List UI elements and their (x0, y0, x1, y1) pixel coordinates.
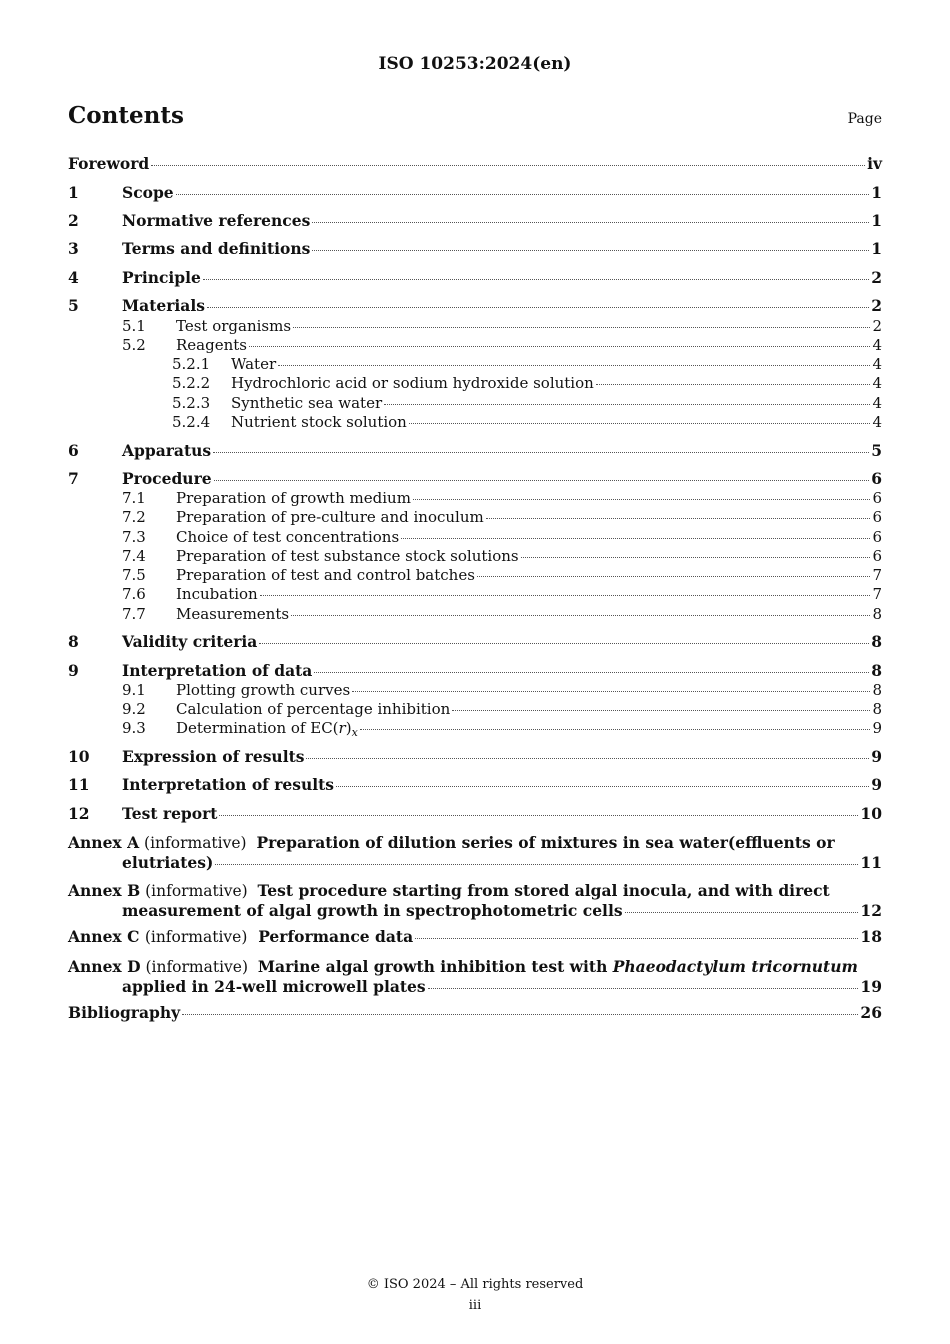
toc-entry-title: Synthetic sea water (231, 394, 383, 412)
title-text: Determination of EC( (176, 719, 339, 737)
toc-entry-page: 9 (871, 775, 882, 794)
toc-entry-page: 12 (860, 901, 882, 920)
toc-entry-page: 10 (860, 804, 882, 823)
toc-entry-title: Interpretation of results (122, 775, 335, 794)
toc-entry-page: 8 (872, 605, 882, 623)
toc-entry-page: 2 (872, 317, 882, 335)
toc-entry-title: Bibliography (68, 1003, 181, 1022)
toc-entry-number: 5.2.1 (172, 355, 211, 373)
toc-entry-annex-c[interactable] (68, 927, 882, 947)
dot-leader (293, 327, 870, 328)
dot-leader (219, 815, 858, 816)
toc-entry-bibliography[interactable] (68, 1003, 882, 1023)
toc-entry-title: Preparation of growth medium (176, 489, 411, 507)
toc-entry-section-9-2[interactable] (68, 700, 882, 719)
toc-entry-page: 4 (872, 336, 882, 354)
dot-leader (409, 423, 871, 424)
dot-leader (596, 384, 871, 385)
toc-entry-page: 7 (872, 585, 882, 603)
toc-entry-title: Procedure (122, 469, 212, 488)
toc-entry-annex-a[interactable] (68, 833, 882, 872)
toc-entry-section-5-1[interactable] (68, 317, 882, 336)
toc-entry-page: 8 (872, 700, 882, 718)
toc-entry-title: Scope (122, 183, 174, 202)
toc-entry-page: 8 (871, 661, 882, 680)
annex-title-line-1: Test procedure starting from stored algal inocula, and with direct (257, 881, 830, 900)
toc-entry-title: Preparation of test and control batches (176, 566, 475, 584)
toc-entry-section-5-2-2[interactable] (68, 374, 882, 393)
toc-entry-section-9-1[interactable] (68, 681, 882, 700)
toc-entry-number: 11 (68, 775, 90, 794)
toc-entry-page: 7 (872, 566, 882, 584)
annex-title: Performance data (258, 927, 414, 946)
toc-entry-number: 7.7 (122, 605, 146, 623)
annex-line-2 (122, 901, 882, 920)
toc-entry-section-2[interactable] (68, 211, 882, 231)
footer-copyright: © ISO 2024 – All rights reserved (366, 1277, 584, 1292)
toc-entry-number: 4 (68, 268, 79, 287)
toc-entry-section-5-2-3[interactable] (68, 394, 882, 413)
toc-entry-title: Interpretation of data (122, 661, 313, 680)
toc-entry-number: 8 (68, 632, 79, 651)
toc-entry-page: 5 (871, 441, 882, 460)
dot-leader (452, 710, 870, 711)
toc-entry-page: 4 (872, 394, 882, 412)
toc-entry-title: Choice of test concentrations (176, 528, 400, 546)
dot-leader (625, 912, 859, 913)
toc-entry-page: 8 (872, 681, 882, 699)
toc-entry-page: 18 (860, 927, 882, 946)
toc-entry-title: Test organisms (176, 317, 292, 335)
toc-entry-page: 1 (871, 211, 882, 230)
dot-leader (278, 365, 870, 366)
toc-entry-number: 7.4 (122, 547, 146, 565)
annex-label: Annex D (68, 957, 141, 976)
dot-leader (360, 729, 871, 730)
toc-entry-section-11[interactable] (68, 775, 882, 795)
toc-entry-number: 7.6 (122, 585, 146, 603)
toc-entry-section-12[interactable] (68, 804, 882, 824)
toc-entry-number: 9.1 (122, 681, 146, 699)
toc-entry-title: Incubation (176, 585, 258, 603)
toc-entry-title: Water (231, 355, 277, 373)
toc-entry-number: 7.5 (122, 566, 146, 584)
title-subscript-x: x (351, 726, 358, 739)
annex-title-line-2: measurement of algal growth in spectrophotometric cells (122, 901, 623, 920)
dot-leader (176, 194, 870, 195)
toc-entry-page: 6 (872, 547, 882, 565)
toc-entry-section-7-4[interactable] (68, 547, 882, 566)
toc-entry-number: 7.3 (122, 528, 146, 546)
toc-entry-page: 6 (872, 508, 882, 526)
toc-entry-title: Expression of results (122, 747, 305, 766)
annex-label: Annex B (68, 881, 141, 900)
toc-entry-title: Test report (122, 804, 218, 823)
toc-entry-annex-d[interactable] (68, 957, 882, 996)
toc-entry-title: Preparation of pre-culture and inoculum (176, 508, 484, 526)
toc-entry-page: 26 (860, 1003, 882, 1022)
toc-entry-number: 5.1 (122, 317, 146, 335)
toc-entry-title: Plotting growth curves (176, 681, 351, 699)
toc-entry-title (176, 719, 358, 742)
dot-leader (352, 691, 870, 692)
toc-entry-section-7-2[interactable] (68, 508, 882, 527)
annex-title-line-2: applied in 24-well microwell plates (122, 977, 426, 996)
contents-title: Contents (68, 102, 184, 129)
annex-title-line-2: elutriates) (122, 853, 214, 872)
toc-entry-title: Terms and definitions (122, 239, 311, 258)
dot-leader (306, 758, 869, 759)
footer-page-number: iii (468, 1298, 482, 1313)
toc-entry-section-6[interactable] (68, 441, 882, 461)
dot-leader (415, 938, 858, 939)
dot-leader (428, 988, 859, 989)
annex-label: Annex C (68, 927, 140, 946)
toc-entry-page: 1 (871, 239, 882, 258)
dot-leader (260, 595, 871, 596)
toc-entry-section-9-3[interactable] (68, 719, 882, 742)
toc-entry-section-7-1[interactable] (68, 489, 882, 508)
toc-entry-section-9[interactable] (68, 661, 882, 681)
toc-entry-section-5-2[interactable] (68, 336, 882, 355)
document-id-header: ISO 10253:2024(en) (378, 54, 572, 74)
toc-entry-page: 6 (872, 489, 882, 507)
dot-leader (486, 518, 871, 519)
toc-entry-number: 9 (68, 661, 79, 680)
toc-entry-number: 6 (68, 441, 79, 460)
toc-entry-page: 4 (872, 374, 882, 392)
annex-title-text: Marine algal growth inhibition test with (257, 957, 613, 976)
annex-line-2 (122, 853, 882, 872)
toc-entry-page: 1 (871, 183, 882, 202)
toc-entry-page: 2 (871, 268, 882, 287)
toc-entry-page: 9 (871, 747, 882, 766)
annex-title-species: Phaeodactylum tricornutum (612, 957, 858, 976)
toc-entry-title: Hydrochloric acid or sodium hydroxide solution (231, 374, 594, 392)
toc-entry-number: 5.2.3 (172, 394, 211, 412)
toc-entry-title: Measurements (176, 605, 290, 623)
toc-entry-number: 5.2.2 (172, 374, 211, 392)
toc-entry-section-7-6[interactable] (68, 585, 882, 604)
annex-line-2 (122, 977, 882, 996)
title-close-paren: ) (345, 719, 352, 737)
toc-entry-page: 6 (872, 528, 882, 546)
toc-entry-title: Normative references (122, 211, 311, 230)
toc-entry-page: 4 (872, 355, 882, 373)
title-italic-r: r (338, 719, 346, 737)
toc-entry-page: 4 (872, 413, 882, 431)
toc-entry-page: iv (867, 154, 882, 173)
toc-entry-number: 1 (68, 183, 79, 202)
toc-entry-title: Principle (122, 268, 201, 287)
dot-leader (259, 643, 869, 644)
toc-entry-title: Nutrient stock solution (231, 413, 407, 431)
toc-entry-annex-b[interactable] (68, 881, 882, 920)
toc-entry-section-4[interactable] (68, 268, 882, 288)
toc-entry-title: Calculation of percentage inhibition (176, 700, 451, 718)
toc-entry-number: 9.2 (122, 700, 146, 718)
dot-leader (477, 576, 871, 577)
dot-leader (336, 786, 869, 787)
toc-entry-page: 9 (872, 719, 882, 737)
toc-entry-page: 8 (871, 632, 882, 651)
toc-entry-page: 6 (871, 469, 882, 488)
toc-entry-title: Apparatus (122, 441, 212, 460)
toc-entry-number: 5.2 (122, 336, 146, 354)
dot-leader (312, 250, 869, 251)
dot-leader (314, 672, 869, 673)
toc-entry-number: 5.2.4 (172, 413, 211, 431)
dot-leader (249, 346, 870, 347)
annex-type: (informative) (145, 958, 249, 976)
toc-entry-number: 7.1 (122, 489, 146, 507)
toc-entry-title: Foreword (68, 154, 150, 173)
toc-entry-section-3[interactable] (68, 239, 882, 259)
dot-leader (291, 615, 870, 616)
toc-entry-title: Validity criteria (122, 632, 258, 651)
toc-entry-title: Materials (122, 296, 205, 315)
annex-type: (informative) (145, 882, 248, 900)
toc-entry-section-7-5[interactable] (68, 566, 882, 585)
annex-title-line-1: Preparation of dilution series of mixtures in sea water(effluents or (256, 833, 835, 852)
toc-entry-number: 10 (68, 747, 90, 766)
toc-entry-number: 2 (68, 211, 79, 230)
toc-entry-section-5-2-1[interactable] (68, 355, 882, 374)
dot-leader (312, 222, 869, 223)
annex-title-line-1 (258, 957, 858, 976)
toc-entry-page: 11 (860, 853, 882, 872)
toc-entry-page: 19 (860, 977, 882, 996)
toc-entry-number: 7.2 (122, 508, 146, 526)
toc-entry-page: 2 (871, 296, 882, 315)
toc-entry-foreword[interactable] (68, 154, 882, 174)
dot-leader (213, 452, 869, 453)
toc-entry-number: 9.3 (122, 719, 146, 737)
dot-leader (182, 1014, 858, 1015)
dot-leader (203, 279, 869, 280)
toc-entry-title (68, 927, 413, 947)
annex-line-1 (68, 881, 882, 901)
annex-line-1 (68, 957, 882, 977)
page-column-label: Page (847, 111, 882, 127)
toc-entry-section-8[interactable] (68, 632, 882, 652)
dot-leader (401, 538, 870, 539)
toc-entry-number: 3 (68, 239, 79, 258)
annex-type: (informative) (144, 928, 248, 946)
dot-leader (215, 864, 858, 865)
toc-entry-number: 12 (68, 804, 90, 823)
dot-leader (207, 307, 869, 308)
toc-entry-title: Preparation of test substance stock solutions (176, 547, 519, 565)
toc-entry-section-7-7[interactable] (68, 605, 882, 624)
toc-entry-number: 5 (68, 296, 79, 315)
toc-entry-section-7-3[interactable] (68, 528, 882, 547)
annex-line-1 (68, 833, 882, 853)
toc-entry-title: Reagents (176, 336, 247, 354)
dot-leader (413, 499, 871, 500)
toc-entry-section-5[interactable] (68, 296, 882, 316)
dot-leader (521, 557, 871, 558)
dot-leader (151, 165, 865, 166)
toc-entry-section-10[interactable] (68, 747, 882, 767)
toc-entry-section-1[interactable] (68, 183, 882, 203)
annex-type: (informative) (144, 834, 247, 852)
annex-label: Annex A (68, 833, 140, 852)
dot-leader (384, 404, 870, 405)
toc-entry-number: 7 (68, 469, 79, 488)
dot-leader (214, 480, 870, 481)
toc-entry-section-5-2-4[interactable] (68, 413, 882, 432)
toc-entry-section-7[interactable] (68, 469, 882, 489)
